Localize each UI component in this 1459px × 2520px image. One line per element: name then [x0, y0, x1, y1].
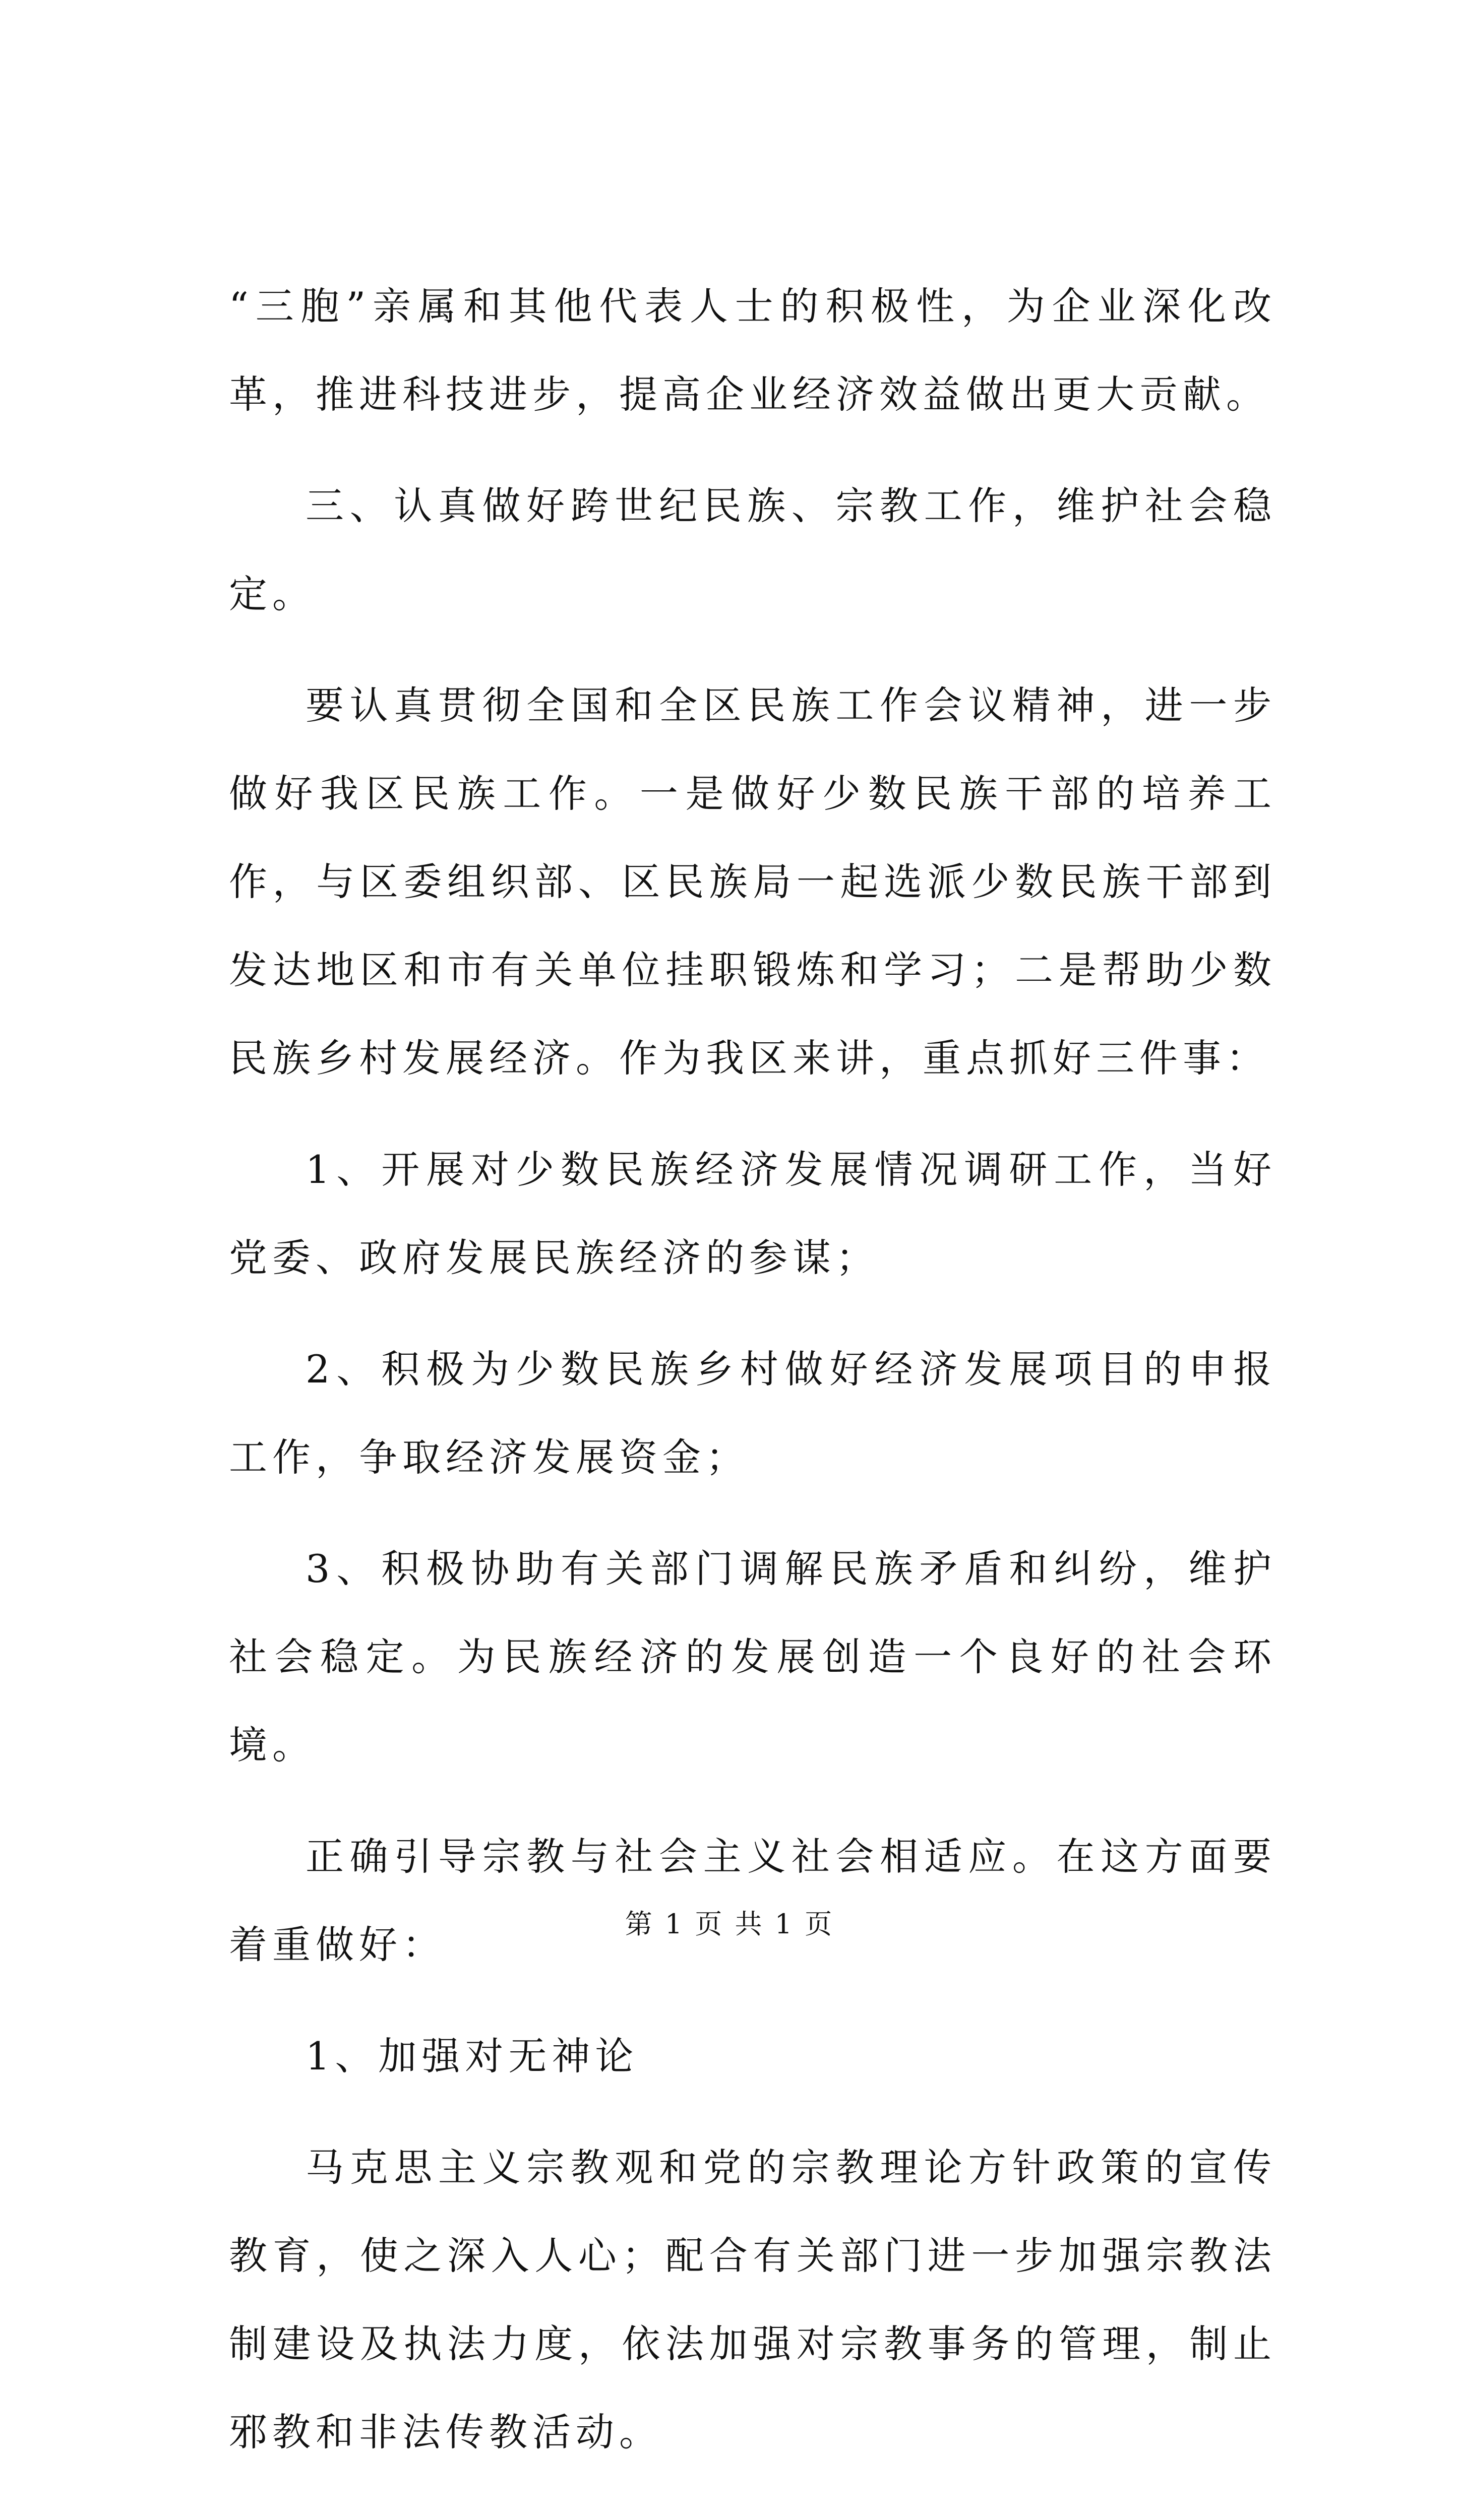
paragraph: 正确引导宗教与社会主义社会相适应。在这方面要着重做好： — [229, 1834, 1276, 1967]
list-item: 2、积极为少数民族乡村做好经济发展项目的申报工作，争取经济发展资金； — [229, 1347, 1276, 1480]
list-item: 1、开展对少数民族经济发展情况调研工作，当好党委、政府发展民族经济的参谋； — [229, 1147, 1276, 1280]
page-footer: 第 1 页 共 1 页 — [625, 1908, 834, 1940]
paragraph: 要认真贯彻全国和全区民族工作会议精神，进一步做好我区民族工作。一是做好少数民族干部的培养工作，与区委组织部、区民族局一起选派少数民族干部到发达地区和市有关单位挂职锻炼和学习；二是帮助少数民族乡村发展经济。作为我区来讲，重点抓好三件事： — [229, 683, 1276, 1081]
paragraph: 马克思主义宗教观和党的宗教理论方针政策的宣传教育，使之深入人心；配合有关部门进一步加强宗教法制建设及执法力度，依法加强对宗教事务的管理，制止邪教和非法传教活动。 — [229, 2145, 1276, 2454]
list-item — [229, 2499, 1276, 2520]
list-item: 3、积极协助有关部门调解民族矛盾和纠纷，维护社会稳定。为民族经济的发展创造一个良好的社会环境。 — [229, 1546, 1276, 1768]
document-body — [229, 262, 1276, 2520]
paragraph-continuation: “三胞”亲属和其他代表人士的积极性，为企业深化改革，推进科技进步，提高企业经济效益做出更大贡献。 — [229, 284, 1276, 417]
section-heading: 三、认真做好跨世纪民族、宗教工作，维护社会稳定。 — [229, 483, 1276, 616]
list-item: 1、加强对无神论 — [306, 2034, 639, 2078]
